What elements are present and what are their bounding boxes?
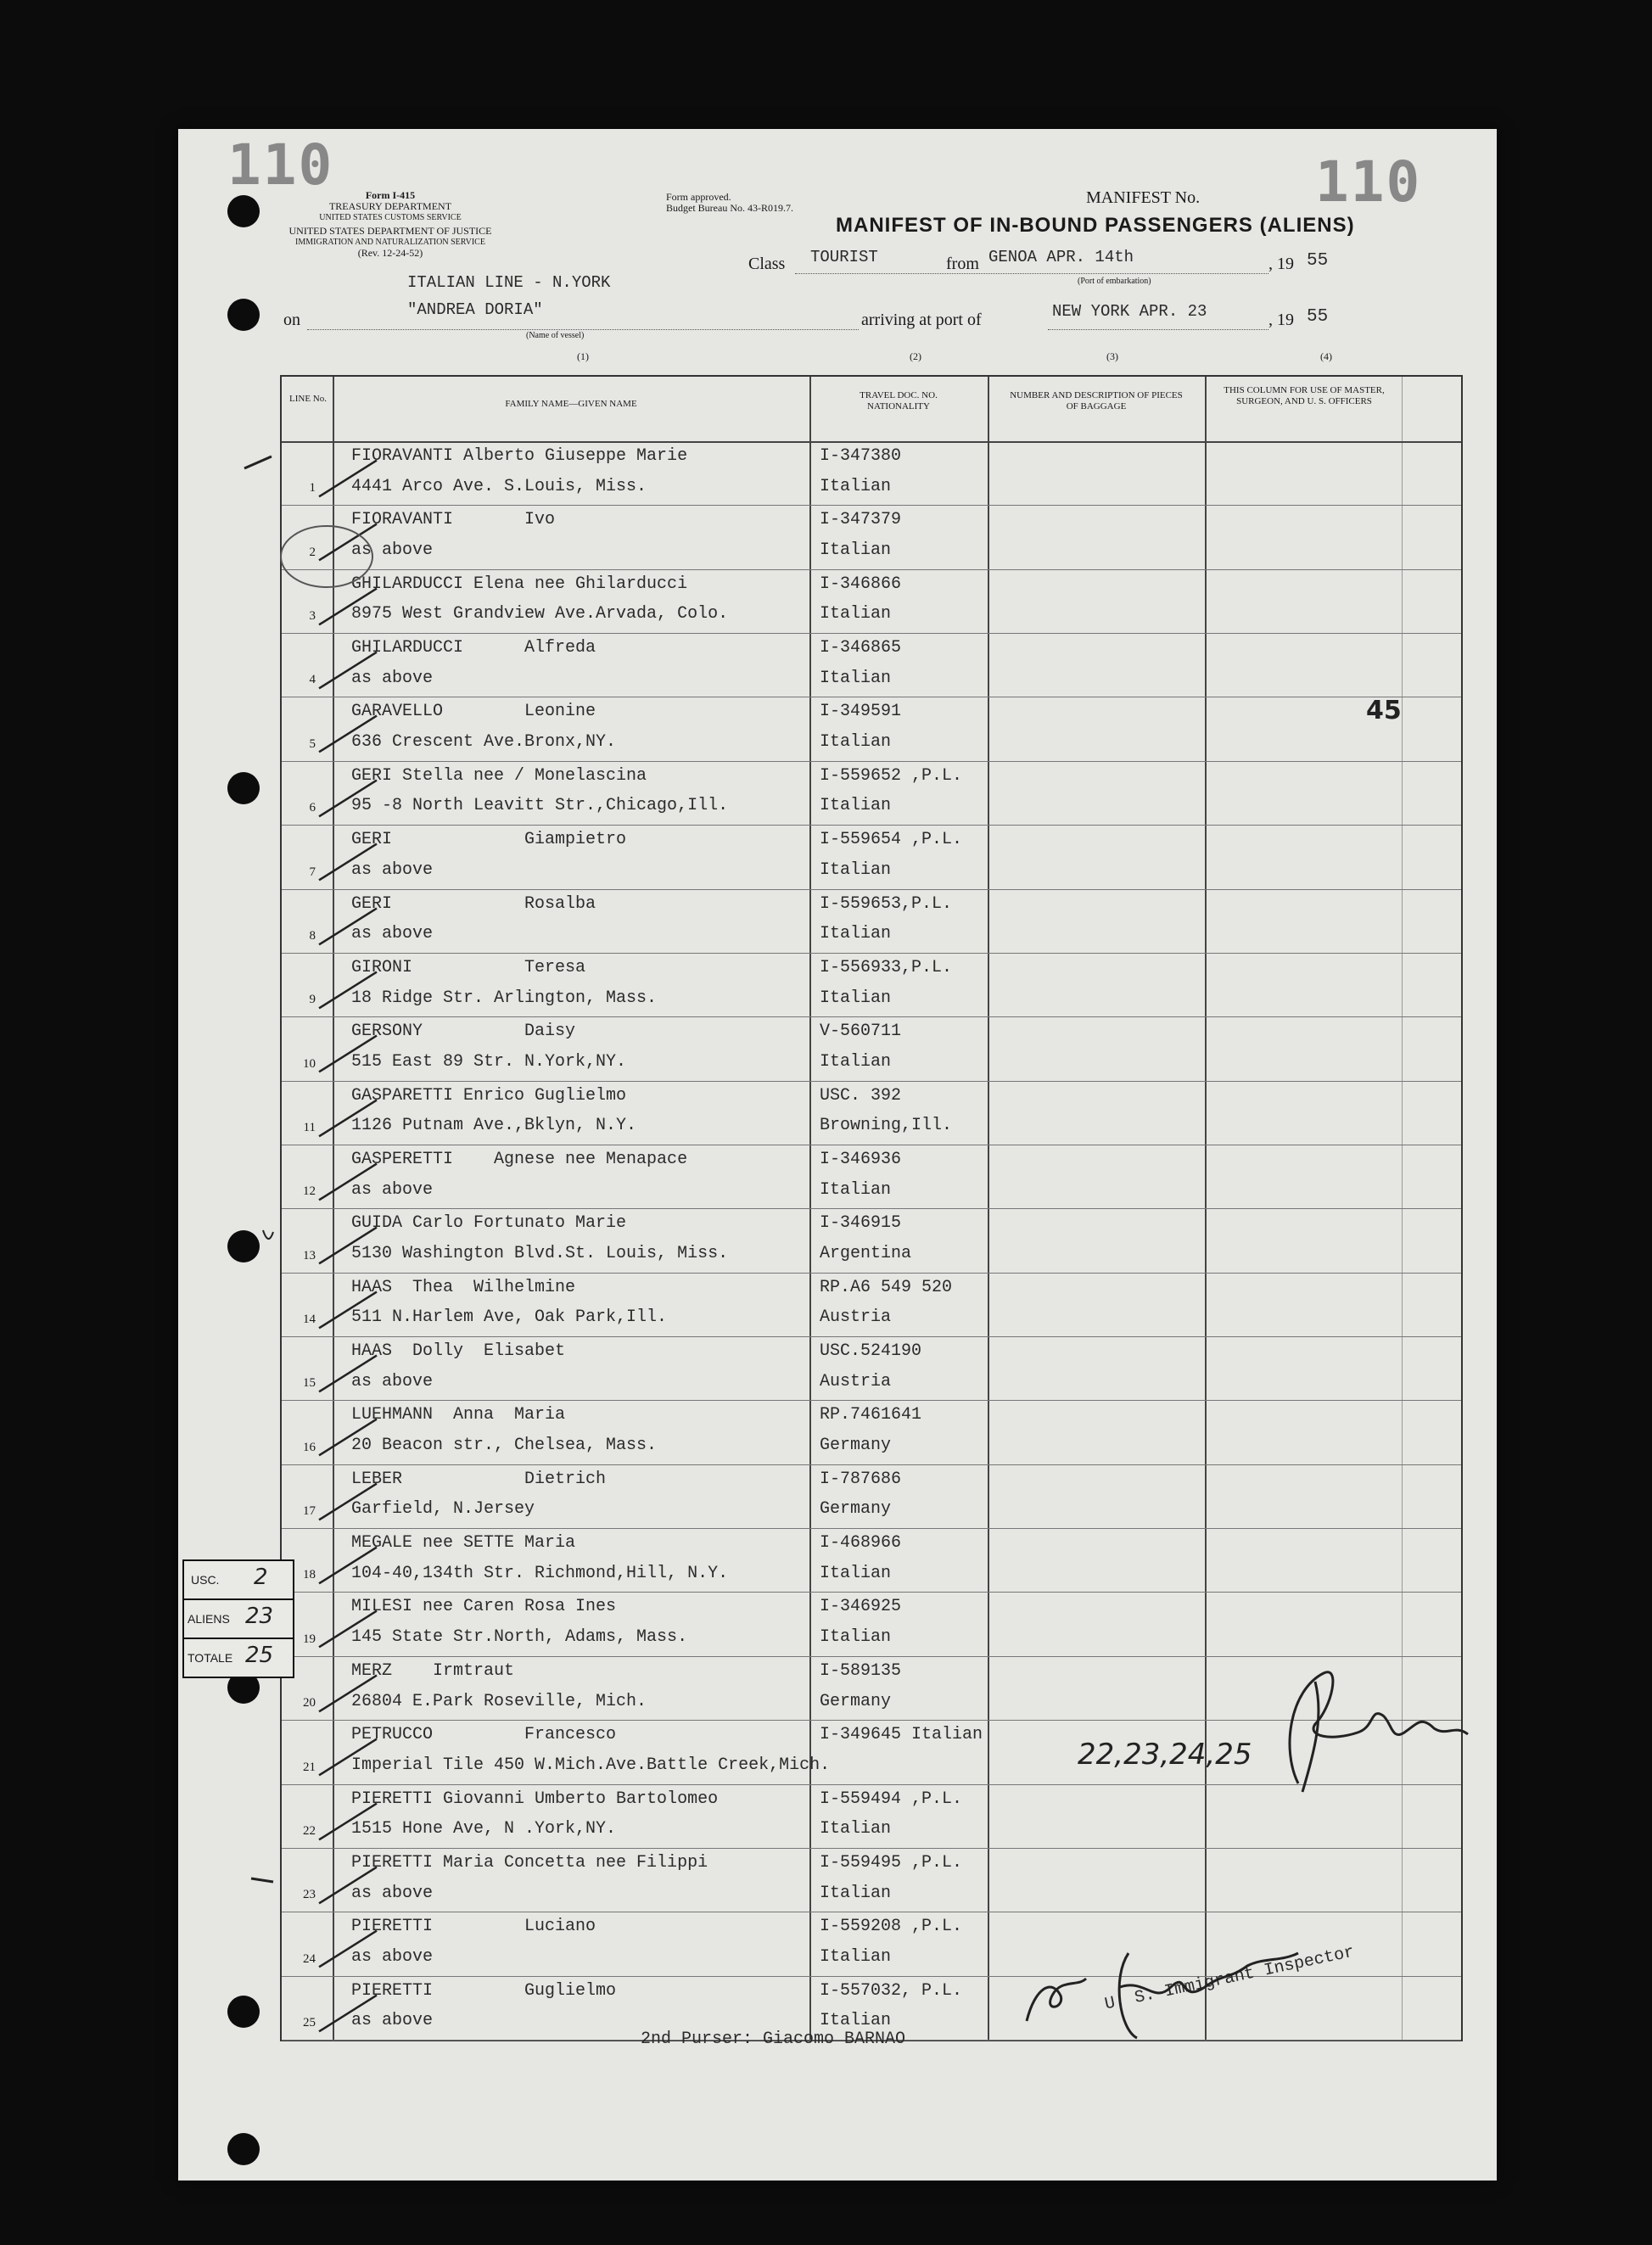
passenger-name: MERZ Irmtraut	[351, 1660, 515, 1681]
line-number: 12	[303, 1184, 316, 1199]
header-line-no: LINE No.	[289, 394, 327, 404]
travel-doc: I-559653,P.L.	[820, 893, 953, 914]
nationality: Italian	[820, 540, 892, 561]
from-label: from	[946, 255, 979, 273]
year-value: 55	[1307, 251, 1329, 271]
arriving-label: arriving at port of	[861, 311, 982, 329]
passenger-name: MEGALE nee SETTE Maria	[351, 1533, 576, 1554]
passenger-name: MILESI nee Caren Rosa Ines	[351, 1597, 617, 1617]
line-number: 21	[303, 1760, 316, 1774]
budget-bureau: Budget Bureau No. 43-R019.7.	[666, 202, 793, 214]
travel-doc: RP.7461641	[820, 1405, 922, 1425]
passenger-address: 515 East 89 Str. N.York,NY.	[351, 1051, 627, 1072]
travel-doc: I-557032, P.L.	[820, 1980, 963, 2001]
nationality: Italian	[820, 1179, 892, 1200]
travel-doc: I-559652 ,P.L.	[820, 765, 963, 786]
nationality: Austria	[820, 1371, 892, 1391]
travel-doc: I-556933,P.L.	[820, 957, 953, 977]
tally-usc-value: 2	[254, 1565, 268, 1590]
nationality: Italian	[820, 796, 892, 816]
treasury-label: TREASURY DEPARTMENT	[328, 200, 452, 212]
inspector-label: U. S. Immigrant Inspector	[1103, 1942, 1357, 2015]
passenger-address: 5130 Washington Blvd.St. Louis, Miss.	[351, 1243, 729, 1263]
passenger-address: 4441 Arco Ave. S.Louis, Miss.	[351, 476, 647, 496]
signature-officer	[1264, 1656, 1485, 1809]
tally-total-value: 25	[245, 1643, 274, 1668]
manifest-page	[178, 129, 1497, 2181]
arriving-value: NEW YORK APR. 23	[1052, 302, 1207, 321]
line-number: 11	[303, 1120, 316, 1134]
col-num-3: (3)	[1106, 350, 1118, 362]
tally-aliens-value: 23	[245, 1604, 274, 1629]
passenger-name: GASPERETTI Agnese nee Menapace	[351, 1149, 688, 1169]
travel-doc: USC.524190	[820, 1341, 922, 1362]
nationality: Germany	[820, 1499, 892, 1520]
nationality: Italian	[820, 2011, 892, 2031]
passenger-address: as above	[351, 859, 434, 880]
travel-doc: V-560711	[820, 1022, 902, 1042]
travel-doc: I-347380	[820, 446, 902, 466]
nationality: Italian	[820, 604, 892, 624]
purser-line: 2nd Purser: Giacomo BARNAO	[641, 2029, 906, 2049]
passenger-address: as above	[351, 1371, 434, 1391]
travel-doc: I-349645 Italian	[820, 1725, 983, 1745]
passenger-address: as above	[351, 668, 434, 688]
passenger-address: as above	[351, 2011, 434, 2031]
line-number: 25	[303, 2015, 316, 2029]
ins-label: IMMIGRATION AND NATURALIZATION SERVICE	[295, 238, 485, 247]
header-officers: THIS COLUMN FOR USE OF MASTER, SURGEON, AND U. S. OFFICERS	[1224, 385, 1385, 406]
nationality: Austria	[820, 1307, 892, 1328]
passenger-name: HAAS Thea Wilhelmine	[351, 1277, 576, 1297]
passenger-name: LEBER Dietrich	[351, 1469, 607, 1489]
passenger-address: 104-40,134th Str. Richmond,Hill, N.Y.	[351, 1563, 729, 1583]
form-number: Form I-415	[365, 189, 416, 201]
passenger-address: as above	[351, 540, 434, 561]
nationality: Italian	[820, 668, 892, 688]
header-travel-doc: TRAVEL DOC. NO. NATIONALITY	[860, 390, 938, 411]
travel-doc: USC. 392	[820, 1085, 902, 1106]
nationality: Italian	[820, 732, 892, 753]
nationality: Germany	[820, 1436, 892, 1456]
nationality: Italian	[820, 988, 892, 1008]
travel-doc: I-347379	[820, 510, 902, 530]
nationality: Italian	[820, 859, 892, 880]
class-value: TOURIST	[810, 248, 878, 266]
passenger-name: FIORAVANTI Ivo	[351, 510, 556, 530]
passenger-name: PIERETTI Guglielmo	[351, 1980, 617, 2001]
passenger-address: 26804 E.Park Roseville, Mich.	[351, 1691, 647, 1711]
line-number: 1	[309, 481, 316, 495]
passenger-address: 8975 West Grandview Ave.Arvada, Colo.	[351, 604, 729, 624]
travel-doc: I-346915	[820, 1213, 902, 1234]
nationality: Italian	[820, 1051, 892, 1072]
nationality: Browning,Ill.	[820, 1116, 953, 1136]
passenger-name: GHILARDUCCI Elena nee Ghilarducci	[351, 574, 688, 594]
line-number: 22	[303, 1823, 316, 1838]
class-label: Class	[748, 255, 786, 273]
nationality: Italian	[820, 1563, 892, 1583]
page-title: MANIFEST OF IN-BOUND PASSENGERS (ALIENS)	[836, 214, 1355, 237]
vessel-value: "ANDREA DORIA"	[407, 300, 543, 319]
passenger-name: PETRUCCO Francesco	[351, 1725, 617, 1745]
passenger-name: PIERETTI Giovanni Umberto Bartolomeo	[351, 1789, 719, 1809]
travel-doc: I-589135	[820, 1660, 902, 1681]
nationality: Italian	[820, 1946, 892, 1967]
approval-block	[666, 192, 793, 214]
passenger-name: PIERETTI Luciano	[351, 1917, 596, 1937]
line-number: 23	[303, 1888, 316, 1902]
nationality: Italian	[820, 1627, 892, 1648]
travel-doc: I-559654 ,P.L.	[820, 830, 963, 850]
travel-doc: I-559495 ,P.L.	[820, 1852, 963, 1873]
line-number: 15	[303, 1376, 316, 1391]
justice-label: UNITED STATES DEPARTMENT OF JUSTICE	[288, 225, 492, 237]
tally-total-label: TOTALE	[188, 1651, 233, 1665]
travel-doc: I-559494 ,P.L.	[820, 1789, 963, 1809]
nationality: Italian	[820, 1819, 892, 1839]
passenger-name: GASPARETTI Enrico Guglielmo	[351, 1085, 627, 1106]
line-number: 20	[303, 1696, 316, 1710]
vessel-caption: (Name of vessel)	[526, 331, 585, 340]
line-number: 14	[303, 1313, 316, 1327]
travel-doc: I-346925	[820, 1597, 902, 1617]
tally-aliens-label: ALIENS	[188, 1612, 230, 1626]
officer-note-45: 45	[1366, 696, 1402, 725]
passenger-address: 636 Crescent Ave.Bronx,NY.	[351, 732, 617, 753]
passenger-address: as above	[351, 1883, 434, 1903]
passenger-address: 511 N.Harlem Ave, Oak Park,Ill.	[351, 1307, 668, 1328]
passenger-address: 95 -8 North Leavitt Str.,Chicago,Ill.	[351, 796, 729, 816]
line-number: 4	[309, 673, 316, 687]
passenger-name: GERI Giampietro	[351, 830, 627, 850]
passenger-name: HAAS Dolly Elisabet	[351, 1341, 566, 1362]
line-number: 2	[309, 545, 316, 559]
passenger-address: as above	[351, 924, 434, 944]
line-value: ITALIAN LINE - N.YORK	[407, 273, 611, 292]
manifest-no-label: MANIFEST No.	[1086, 188, 1201, 207]
travel-doc: I-346936	[820, 1149, 902, 1169]
nationality: Italian	[820, 924, 892, 944]
line-number: 16	[303, 1440, 316, 1454]
handwritten-line-numbers: 22,23,24,25	[1078, 1738, 1252, 1772]
nationality: Germany	[820, 1691, 892, 1711]
passenger-address: as above	[351, 1179, 434, 1200]
line-number: 17	[303, 1504, 316, 1519]
year-prefix: , 19	[1268, 255, 1294, 273]
tally-usc-label: USC.	[191, 1573, 220, 1587]
passenger-address: 145 State Str.North, Adams, Mass.	[351, 1627, 688, 1648]
col-num-2: (2)	[910, 350, 921, 362]
travel-doc: I-346866	[820, 574, 902, 594]
line-number: 19	[303, 1632, 316, 1646]
line-number: 8	[309, 928, 316, 943]
year2-value: 55	[1307, 307, 1329, 327]
signature-inspector	[1010, 1928, 1332, 2055]
header-name: FAMILY NAME—GIVEN NAME	[505, 399, 637, 409]
passenger-name: GERI Stella nee / Monelascina	[351, 765, 647, 786]
margin-annotations	[178, 129, 518, 2181]
passenger-address: Imperial Tile 450 W.Mich.Ave.Battle Creek,Mich.	[351, 1755, 831, 1775]
nationality: Italian	[820, 1883, 892, 1903]
nationality: Argentina	[820, 1243, 912, 1263]
passenger-address: 20 Beacon str., Chelsea, Mass.	[351, 1436, 658, 1456]
passenger-name: GIRONI Teresa	[351, 957, 586, 977]
revision-label: (Rev. 12-24-52)	[357, 247, 423, 259]
from-value: GENOA APR. 14th	[988, 248, 1134, 266]
passenger-address: 18 Ridge Str. Arlington, Mass.	[351, 988, 658, 1008]
on-label: on	[283, 311, 300, 329]
line-number: 5	[309, 736, 316, 751]
manifest-stamp-right: 110	[1315, 149, 1422, 215]
line-number: 6	[309, 801, 316, 815]
col-num-4: (4)	[1320, 350, 1332, 362]
line-number: 10	[303, 1056, 316, 1071]
passenger-name: GHILARDUCCI Alfreda	[351, 638, 596, 658]
travel-doc: RP.A6 549 520	[820, 1277, 953, 1297]
line-number: 9	[309, 993, 316, 1007]
line-number: 7	[309, 865, 316, 879]
year2-prefix: , 19	[1268, 311, 1294, 329]
line-number: 3	[309, 609, 316, 624]
line-number: 24	[303, 1951, 316, 1966]
travel-doc: I-559208 ,P.L.	[820, 1917, 963, 1937]
col-num-1: (1)	[577, 350, 589, 362]
travel-doc: I-468966	[820, 1533, 902, 1554]
line-number: 13	[303, 1248, 316, 1262]
travel-doc: I-346865	[820, 638, 902, 658]
passenger-name: GARAVELLO Leonine	[351, 702, 596, 722]
customs-label: UNITED STATES CUSTOMS SERVICE	[319, 213, 462, 222]
passenger-address: as above	[351, 1946, 434, 1967]
travel-doc: I-349591	[820, 702, 902, 722]
line-number: 18	[303, 1568, 316, 1582]
form-approved: Form approved.	[666, 191, 731, 203]
travel-doc: I-787686	[820, 1469, 902, 1489]
passenger-address: 1515 Hone Ave, N .York,NY.	[351, 1819, 617, 1839]
passenger-name: PIERETTI Maria Concetta nee Filippi	[351, 1852, 708, 1873]
passenger-address: Garfield, N.Jersey	[351, 1499, 535, 1520]
passenger-name: FIORAVANTI Alberto Giuseppe Marie	[351, 446, 688, 466]
passenger-address: 1126 Putnam Ave.,Bklyn, N.Y.	[351, 1116, 637, 1136]
passenger-name: GERSONY Daisy	[351, 1022, 576, 1042]
header-baggage: NUMBER AND DESCRIPTION OF PIECES OF BAGGAGE	[1010, 390, 1183, 411]
nationality: Italian	[820, 476, 892, 496]
manifest-stamp-left: 110	[227, 132, 334, 198]
port-embark-caption: (Port of embarkation)	[1078, 277, 1151, 286]
passenger-name: GERI Rosalba	[351, 893, 596, 914]
passenger-name: LUEHMANN Anna Maria	[351, 1405, 566, 1425]
passenger-name: GUIDA Carlo Fortunato Marie	[351, 1213, 627, 1234]
